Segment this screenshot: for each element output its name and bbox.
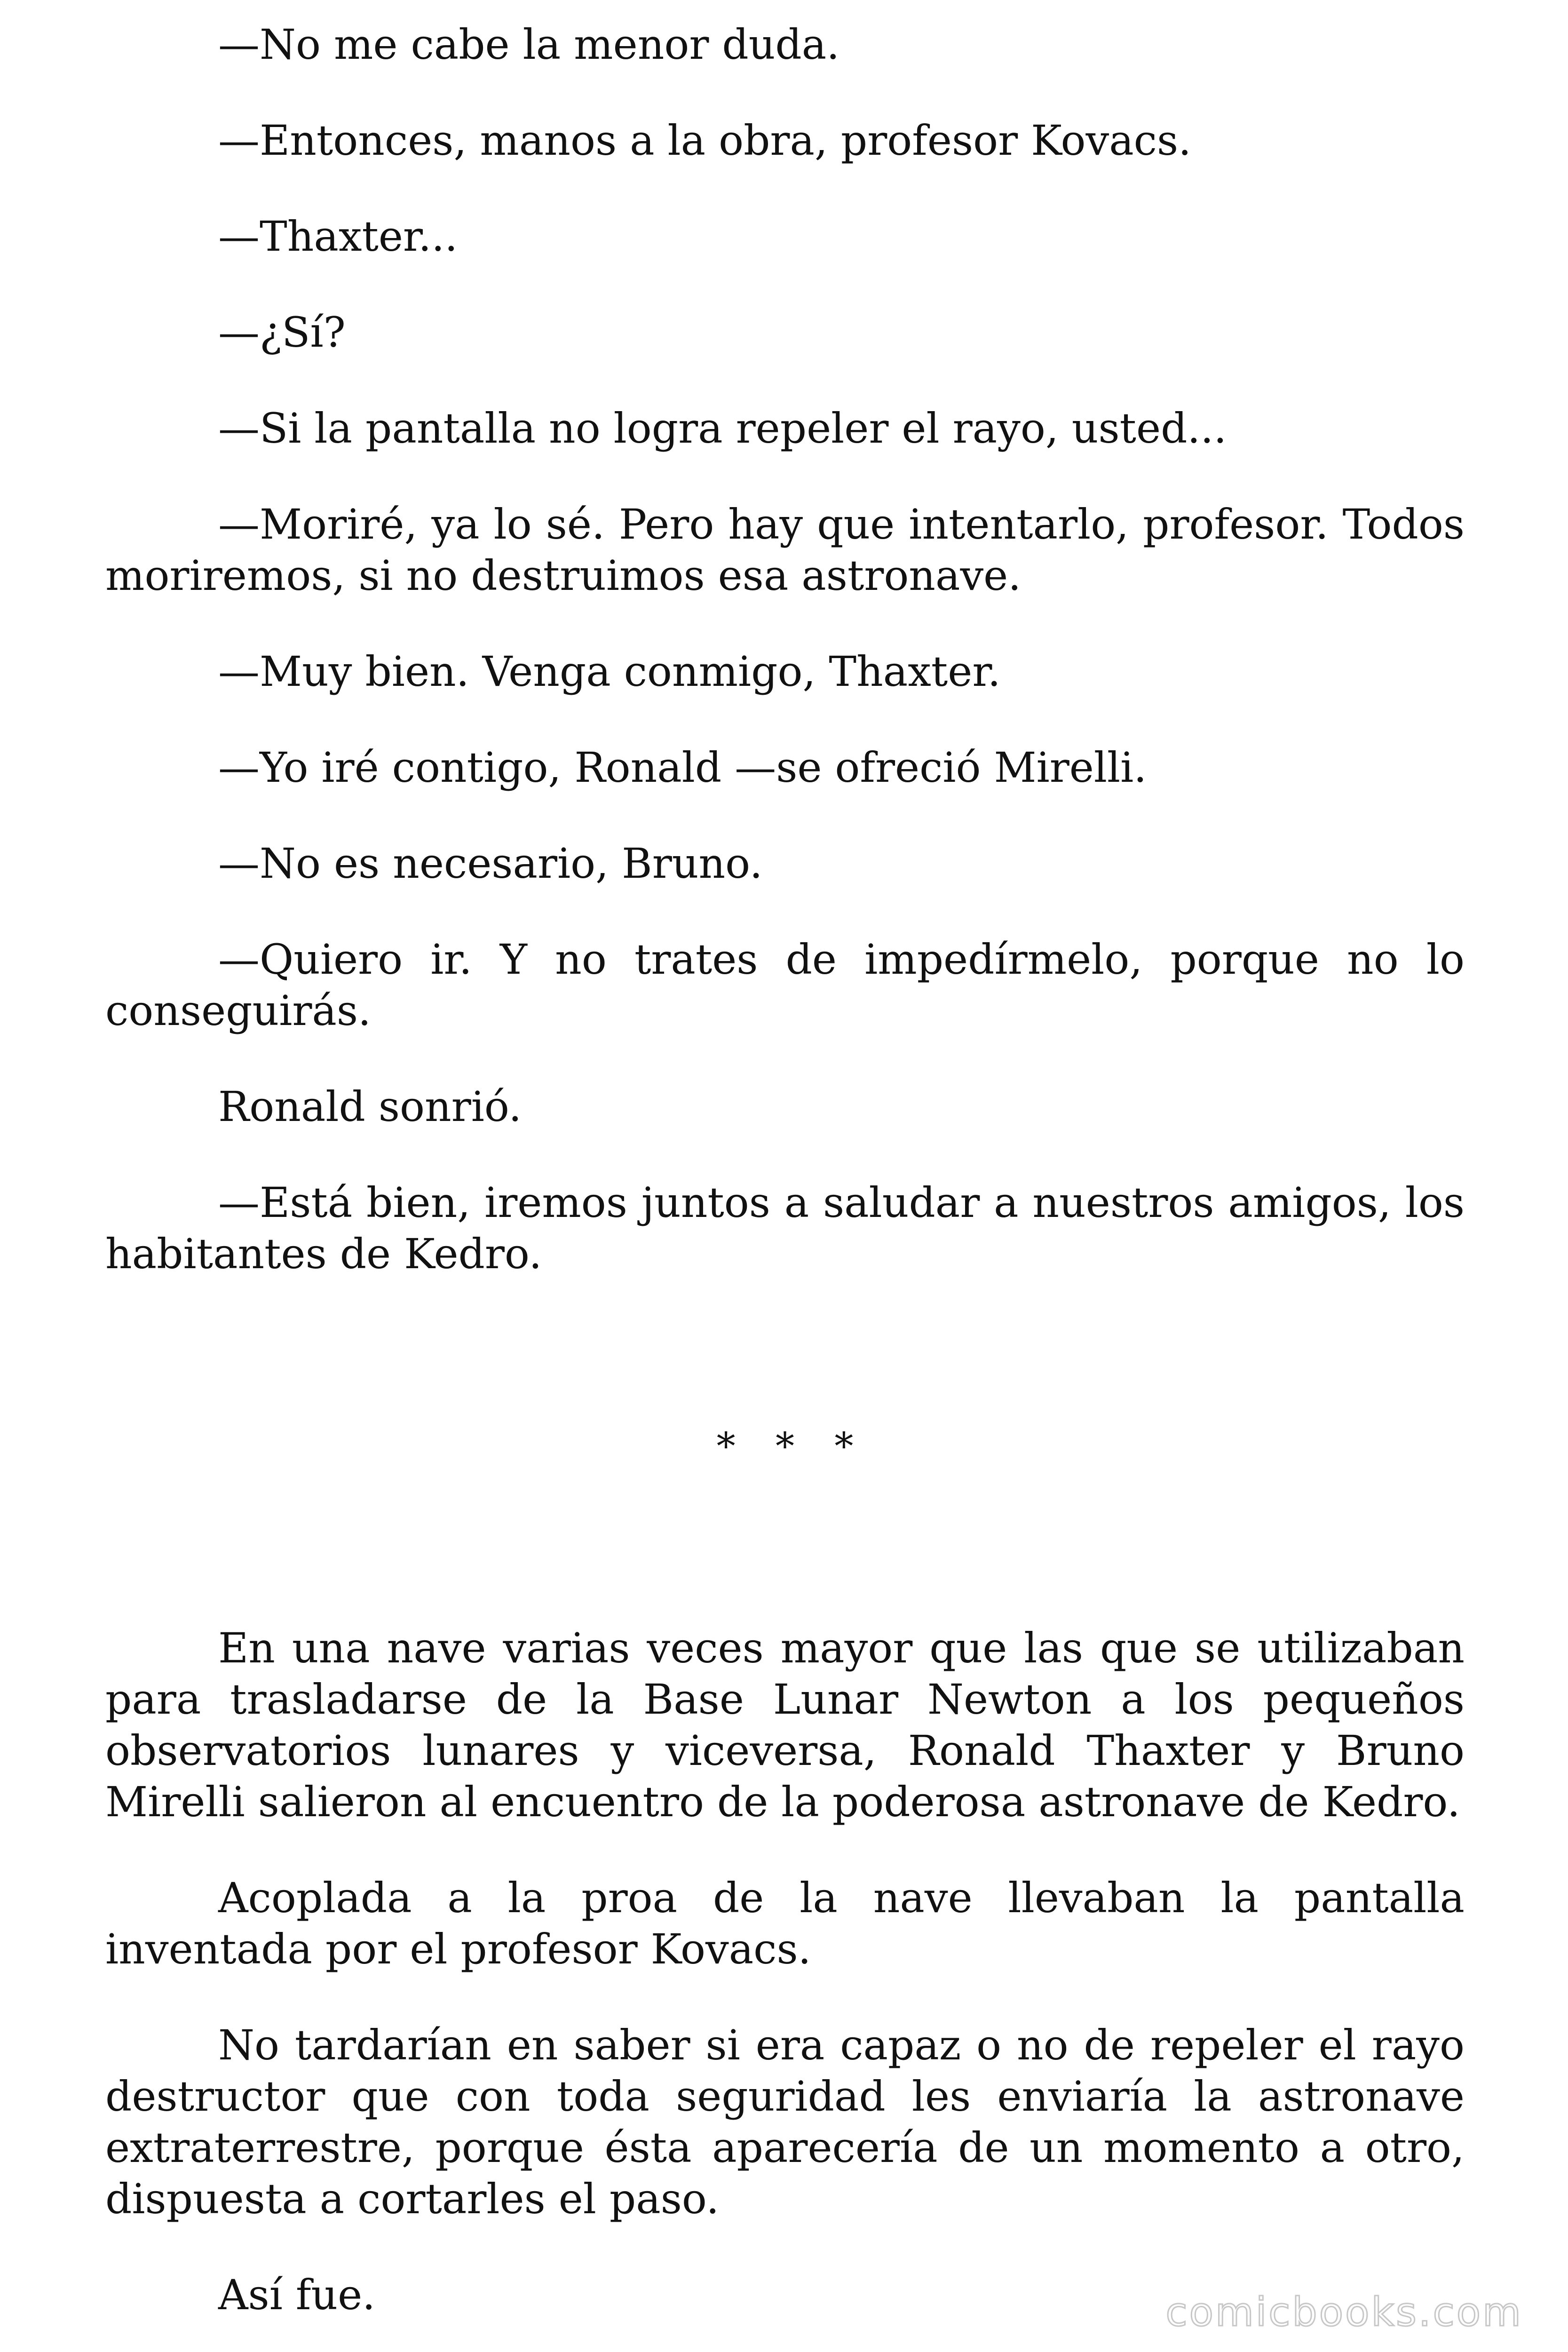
paragraph: Así fue. xyxy=(218,2271,376,2319)
paragraph: —¿Sí? xyxy=(218,308,346,357)
paragraph: Ronald sonrió. xyxy=(218,1082,522,1131)
paragraph: —Moriré, ya lo sé. Pero hay que intentarlo, profesor. Todos moriremos, si no destruimos esa astronave. xyxy=(105,500,1465,600)
watermark-logo: comicbooks.com xyxy=(1165,2289,1523,2335)
paragraph: —Thaxter... xyxy=(218,212,458,261)
paragraph: —Quiero ir. Y no trates de impedírmelo, porque no lo conseguirás. xyxy=(105,935,1465,1035)
paragraph: —No me cabe la menor duda. xyxy=(218,20,840,69)
page-text xyxy=(105,0,1465,2320)
paragraph: —Si la pantalla no logra repeler el rayo, usted... xyxy=(218,404,1227,453)
paragraph: —Muy bien. Venga conmigo, Thaxter. xyxy=(218,647,1001,696)
paragraph: —No es necesario, Bruno. xyxy=(218,839,763,888)
paragraph: —Está bien, iremos juntos a saludar a nuestros amigos, los habitantes de Kedro. xyxy=(105,1178,1465,1278)
paragraph: —Yo iré contigo, Ronald —se ofreció Mirelli. xyxy=(218,743,1147,792)
paragraph: No tardarían en saber si era capaz o no de repeler el rayo destructor que con toda seguridad les enviaría la astronave extraterrestre, porque ésta aparecería de un momento a otro, dispuesta a cortarles el paso. xyxy=(105,2021,1465,2223)
paragraph: —Entonces, manos a la obra, profesor Kovacs. xyxy=(218,116,1192,165)
paragraph: En una nave varias veces mayor que las que se utilizaban para trasladarse de la Base Lunar Newton a los pequeños observatorios lunares y viceversa, Ronald Thaxter y Bruno Mirelli salieron al encuentro de la poderosa astronave de Kedro. xyxy=(105,1624,1465,1826)
scene-break: * * * xyxy=(716,1424,868,1468)
paragraph: Acoplada a la proa de la nave llevaban la pantalla inventada por el profesor Kovacs. xyxy=(105,1874,1465,1973)
